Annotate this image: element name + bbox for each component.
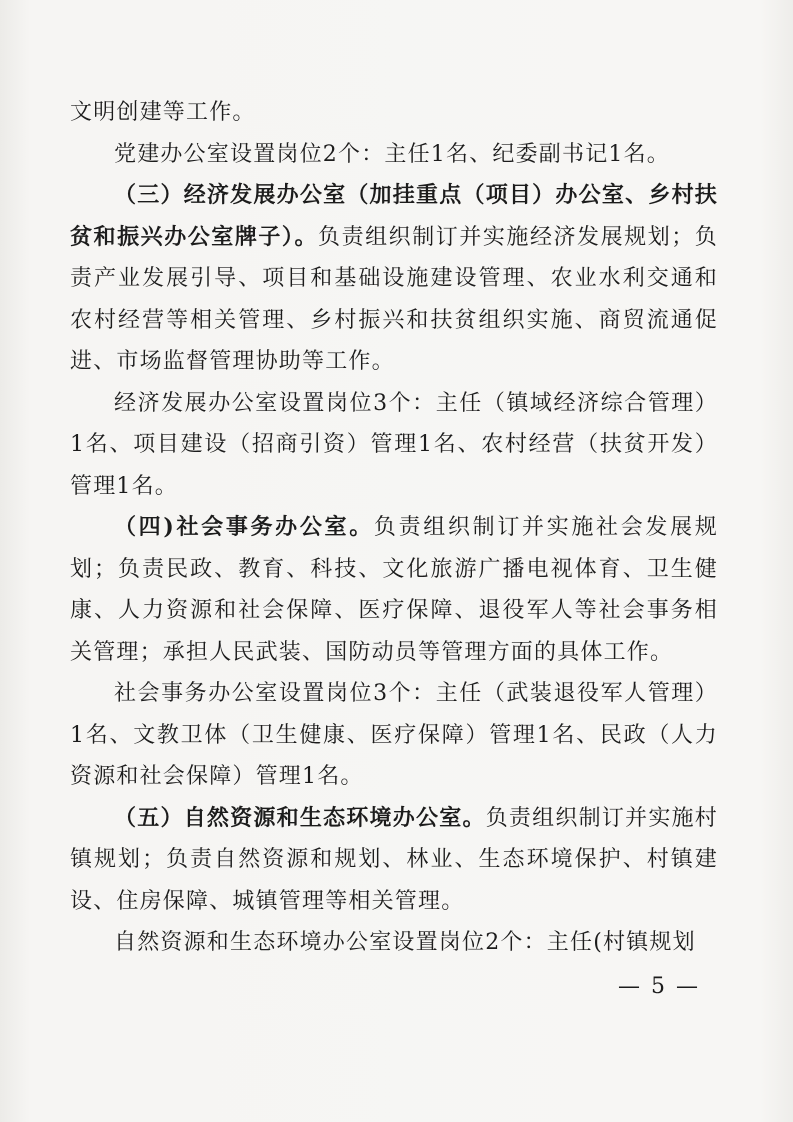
paragraph-7-text: 负责组织制订并实施村镇规划；负责自然资源和规划、林业、生态环境保护、村镇建设、住房保障、城镇管理等相关管理。 [70,805,718,914]
paragraph-2 [70,134,718,176]
paragraph-8 [70,922,718,964]
paragraph-3-text: 负责组织制订并实施经济发展规划；负责产业发展引导、项目和基础设施建设管理、农业水利交通和农村经营等相关管理、乡村振兴和扶贫组织实施、商贸流通促进、市场监督管理协助等工作。 [70,224,718,374]
paragraph-4-text: 经济发展办公室设置岗位3个：主任（镇域经济综合管理）1名、项目建设（招商引资）管理1名、农村经营（扶贫开发）管理1名。 [70,390,718,499]
paragraph-6-text: 社会事务办公室设置岗位3个：主任（武装退役军人管理）1名、文教卫体（卫生健康、医疗保障）管理1名、民政（人力资源和社会保障）管理1名。 [70,681,718,789]
document-body [70,92,718,964]
paragraph-2-text: 党建办公室设置岗位2个：主任1名、纪委副书记1名。 [114,141,670,167]
paragraph-8-text: 自然资源和生态环境办公室设置岗位2个：主任(村镇规划 [114,930,696,955]
section-heading-social-affairs-office: （四)社会事务办公室。 [114,514,374,540]
section-heading-natural-resources-office: （五）自然资源和生态环境办公室。 [114,804,486,831]
paragraph-1 [70,92,718,134]
paragraph-4 [70,383,718,508]
paragraph-3 [70,175,718,383]
page-number: — 5 — [618,974,700,999]
paragraph-5 [70,507,718,673]
section-heading-economic-office: （三）经济发展办公室（加挂重点（项目）办公室、乡村扶贫和振兴办公室牌子）。 [70,182,718,250]
paragraph-6 [70,673,718,798]
paragraph-1-text: 文明创建等工作。 [70,100,256,125]
paragraph-7 [70,798,718,923]
paragraph-5-text: 负责组织制订并实施社会发展规划；负责民政、教育、科技、文化旅游广播电视体育、卫生健康、人力资源和社会保障、医疗保障、退役军人等社会事务相关管理；承担人民武装、国防动员等管理方面的具体工作。 [70,515,718,665]
